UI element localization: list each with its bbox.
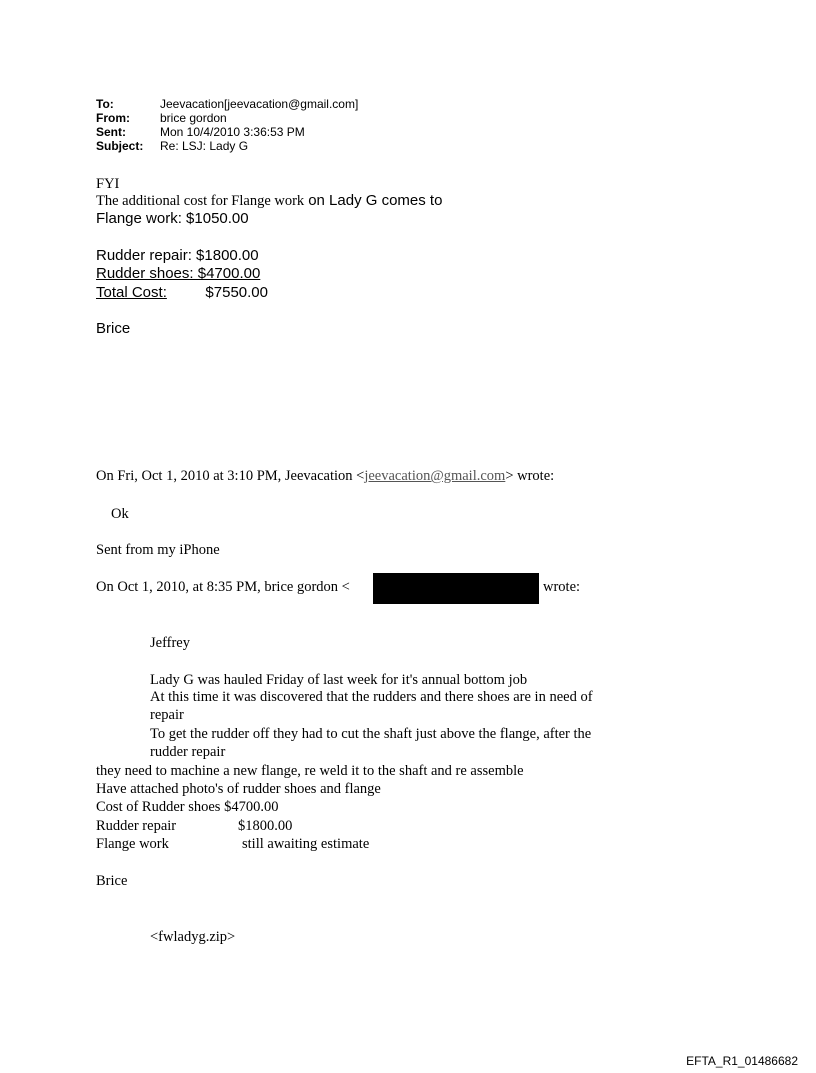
from-label: From: [96,111,130,125]
cost-value: $4700.00 [224,799,279,815]
quote2-attribution-suffix: wrote: [543,579,581,595]
quote1-attribution-suffix: > wrote: [505,468,555,484]
subject-label: Subject: [96,139,144,153]
rudder-repair-line: Rudder repair: $1800.00 [96,247,259,264]
cost-label: Rudder repair [96,818,177,834]
quote1-attribution [96,468,554,485]
cost-label: Flange work [96,836,169,852]
total-cost-line [96,284,268,301]
cost-value: still awaiting estimate [242,836,370,852]
sent-value: Mon 10/4/2010 3:36:53 PM [160,125,305,139]
quote2-line: Have attached photo's of rudder shoes and flange [96,781,381,797]
quote1-email-link[interactable]: jeevacation@gmail.com [364,468,506,484]
redaction-box [373,573,539,604]
rudder-shoes-line: Rudder shoes: $4700.00 [96,265,261,282]
quote1-attribution-prefix: On Fri, Oct 1, 2010 at 3:10 PM, Jeevacation < [96,468,365,484]
quote2-greeting: Jeffrey [150,635,190,651]
to-value: Jeevacation[jeevacation@gmail.com] [160,97,359,111]
subject-value: Re: LSJ: Lady G [160,139,249,153]
cost-row [96,799,278,816]
quote1-ok: Ok [111,506,129,522]
quote2-line: At this time it was discovered that the rudders and there shoes are in need of [150,689,593,705]
quote2-signature: Brice [96,873,128,889]
cost-label: Cost of Rudder shoes [96,799,221,815]
quote1-sent-from: Sent from my iPhone [96,542,220,558]
to-label: To: [96,97,114,111]
sent-label: Sent: [96,125,126,139]
flange-cost-line: Flange work: $1050.00 [96,210,249,227]
total-cost-label: Total Cost: [96,284,167,301]
quote2-line: repair [150,707,184,723]
quote2-line: they need to machine a new flange, re weld it to the shaft and re assemble [96,763,524,779]
quote2-line: To get the rudder off they had to cut the shaft just above the flange, after the [150,726,592,742]
intro-sans-text: on Lady G comes to [308,192,443,209]
quote2-line: rudder repair [150,744,226,760]
reply-signature: Brice [96,320,131,337]
document-id: EFTA_R1_01486682 [686,1054,798,1068]
intro-serif-text: The additional cost for Flange work [96,193,305,209]
total-cost-value: $7550.00 [205,284,268,301]
from-value: brice gordon [160,111,227,125]
fyi-line: FYI [96,176,120,192]
intro-line [96,192,442,210]
attachment-name[interactable]: <fwladyg.zip> [150,929,236,945]
quote2-line: Lady G was hauled Friday of last week for it's annual bottom job [150,672,528,688]
quote2-attribution-prefix: On Oct 1, 2010, at 8:35 PM, brice gordon < [96,579,350,595]
cost-value: $1800.00 [238,818,293,834]
